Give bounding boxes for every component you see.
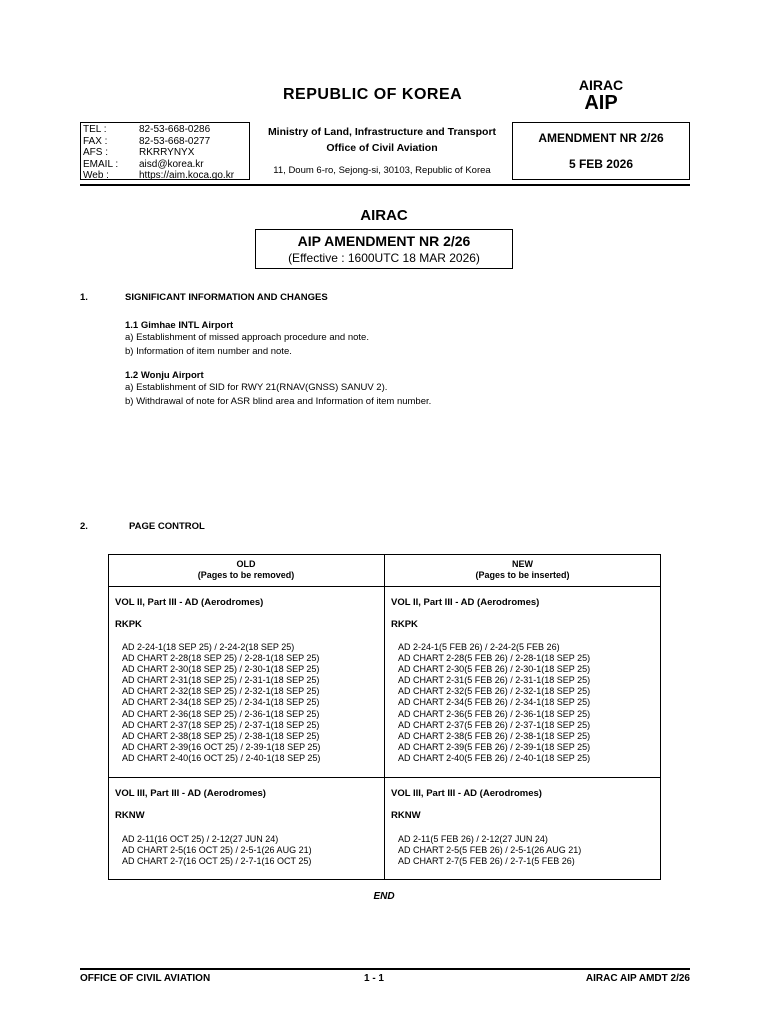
new-pages-list [398, 642, 590, 764]
page-entry: AD CHART 2-7(16 OCT 25) / 2-7-1(16 OCT 25) [122, 856, 312, 867]
page-entry: AD 2-11(5 FEB 26) / 2-12(27 JUN 24) [398, 834, 548, 844]
volume-label: VOL III, Part III - AD (Aerodromes) [391, 788, 542, 799]
volume-label: VOL II, Part III - AD (Aerodromes) [391, 597, 540, 608]
contact-box [80, 122, 250, 180]
page-entry: AD 2-24-1(18 SEP 25) / 2-24-2(18 SEP 25) [122, 642, 295, 652]
contact-row [83, 136, 249, 148]
table-row-divider [108, 777, 661, 778]
aerodrome-code: RKNW [391, 810, 421, 821]
contact-row [83, 124, 249, 136]
aerodrome-code: RKPK [115, 619, 142, 630]
aerodrome-code: RKNW [115, 810, 145, 821]
header-divider [80, 184, 690, 186]
page-entry: AD CHART 2-30(5 FEB 26) / 2-30-1(18 SEP 25) [398, 664, 591, 675]
contact-key: AFS : [83, 147, 109, 158]
new-column-header [384, 559, 661, 581]
section-heading: SIGNIFICANT INFORMATION AND CHANGES [125, 292, 328, 303]
contact-key: TEL : [83, 124, 107, 135]
page-entry: AD CHART 2-39(16 OCT 25) / 2-39-1(18 SEP 25) [122, 741, 321, 752]
old-pages-list [122, 642, 320, 764]
page-entry: AD CHART 2-32(18 SEP 25) / 2-32-1(18 SEP 25) [122, 686, 320, 697]
page-entry: AD CHART 2-31(5 FEB 26) / 2-31-1(18 SEP 25) [398, 675, 591, 686]
end-marker: END [373, 891, 395, 902]
page-entry: AD CHART 2-5(5 FEB 26) / 2-5-1(26 AUG 21) [398, 845, 582, 856]
section-number: 2. [80, 521, 88, 532]
old-column-header [108, 559, 384, 581]
ministry-name: Ministry of Land, Infrastructure and Transport [267, 126, 497, 138]
effective-date: (Effective : 1600UTC 18 MAR 2026) [288, 251, 480, 265]
subsection-title: 1.1 Gimhae INTL Airport [125, 320, 234, 331]
page-entry: AD CHART 2-36(5 FEB 26) / 2-36-1(18 SEP 25) [398, 708, 591, 719]
page-entry: AD CHART 2-38(5 FEB 26) / 2-38-1(18 SEP 25) [398, 730, 591, 741]
page-number: 1 - 1 [363, 973, 384, 984]
page-entry: AD CHART 2-28(5 FEB 26) / 2-28-1(18 SEP 25) [398, 653, 591, 664]
page-entry: AD CHART 2-37(18 SEP 25) / 2-37-1(18 SEP 25) [122, 719, 320, 730]
volume-label: VOL III, Part III - AD (Aerodromes) [115, 788, 266, 799]
contact-value: aisd@korea.kr [139, 158, 204, 170]
contact-value: https://aim.koca.go.kr [139, 170, 235, 181]
page-entry: AD CHART 2-30(18 SEP 25) / 2-30-1(18 SEP 25) [122, 664, 320, 675]
page-entry: AD 2-24-1(5 FEB 26) / 2-24-2(5 FEB 26) [398, 642, 560, 652]
new-header-title: NEW [512, 559, 533, 569]
section-number: 1. [80, 292, 88, 303]
contact-key: Web : [83, 170, 109, 181]
airac-heading: AIRAC [360, 207, 408, 224]
contact-key: EMAIL : [83, 158, 119, 170]
ministry-block [254, 124, 510, 156]
page-entry: AD CHART 2-37(5 FEB 26) / 2-37-1(18 SEP 25) [398, 719, 591, 730]
contact-value: RKRRYNYX [139, 147, 195, 158]
page-entry: AD CHART 2-31(18 SEP 25) / 2-31-1(18 SEP 25) [122, 675, 320, 686]
new-pages-list [398, 834, 581, 867]
subsection-item: a) Establishment of missed approach procedure and note. [125, 332, 369, 343]
page-entry: AD CHART 2-40(16 OCT 25) / 2-40-1(18 SEP 25) [122, 752, 321, 763]
aip-label: AIP [584, 92, 618, 114]
old-pages-list [122, 834, 312, 867]
contact-value: 82-53-668-0286 [139, 124, 211, 135]
table-column-divider [384, 554, 385, 880]
aerodrome-code: RKPK [391, 619, 418, 630]
page-entry: AD CHART 2-34(18 SEP 25) / 2-34-1(18 SEP 25) [122, 697, 320, 708]
amendment-number: AMENDMENT NR 2/26 [538, 131, 664, 145]
footer-right: AIRAC AIP AMDT 2/26 [585, 973, 690, 984]
contact-row [83, 147, 249, 159]
page-entry: AD CHART 2-5(16 OCT 25) / 2-5-1(26 AUG 21) [122, 845, 312, 856]
contact-value: 82-53-668-0277 [139, 135, 211, 147]
footer-divider [80, 968, 690, 970]
volume-label: VOL II, Part III - AD (Aerodromes) [115, 597, 264, 608]
section-heading: PAGE CONTROL [129, 521, 205, 532]
page-entry: AD CHART 2-7(5 FEB 26) / 2-7-1(5 FEB 26) [398, 856, 575, 867]
page-entry: AD CHART 2-38(18 SEP 25) / 2-38-1(18 SEP 25) [122, 730, 320, 741]
page-entry: AD CHART 2-34(5 FEB 26) / 2-34-1(18 SEP 25) [398, 697, 591, 708]
page-entry: AD CHART 2-39(5 FEB 26) / 2-39-1(18 SEP 25) [398, 741, 591, 752]
page-entry: AD CHART 2-40(5 FEB 26) / 2-40-1(18 SEP 25) [398, 752, 591, 763]
amendment-title: AIP AMENDMENT NR 2/26 [297, 233, 471, 249]
amendment-date: 5 FEB 2026 [568, 157, 634, 171]
subsection-item: a) Establishment of SID for RWY 21(RNAV(GNSS) SANUV 2). [125, 382, 388, 393]
page-entry: AD 2-11(16 OCT 25) / 2-12(27 JUN 24) [122, 834, 279, 844]
title-box [255, 229, 513, 269]
page-entry: AD CHART 2-28(18 SEP 25) / 2-28-1(18 SEP 25) [122, 653, 320, 664]
subsection-title: 1.2 Wonju Airport [125, 370, 204, 381]
old-header-sub: (Pages to be removed) [197, 570, 295, 580]
contact-row [83, 170, 249, 182]
amendment-box [512, 122, 690, 180]
contact-row [83, 159, 249, 171]
page-entry: AD CHART 2-32(5 FEB 26) / 2-32-1(18 SEP 25) [398, 686, 591, 697]
contact-key: FAX : [83, 135, 108, 147]
subsection-item: b) Information of item number and note. [125, 346, 292, 357]
old-header-title: OLD [236, 559, 256, 569]
table-header-divider [108, 586, 661, 587]
footer-left: OFFICE OF CIVIL AVIATION [80, 973, 211, 984]
subsection-item: b) Withdrawal of note for ASR blind area and Information of item number. [125, 396, 432, 407]
airac-label: AIRAC [578, 77, 624, 93]
office-name: Office of Civil Aviation [326, 142, 438, 154]
new-header-sub: (Pages to be inserted) [475, 570, 570, 580]
address: 11, Doum 6-ro, Sejong-si, 30103, Republic of Korea [273, 165, 491, 176]
country-title: REPUBLIC OF KOREA [283, 86, 463, 103]
page-entry: AD CHART 2-36(18 SEP 25) / 2-36-1(18 SEP 25) [122, 708, 320, 719]
